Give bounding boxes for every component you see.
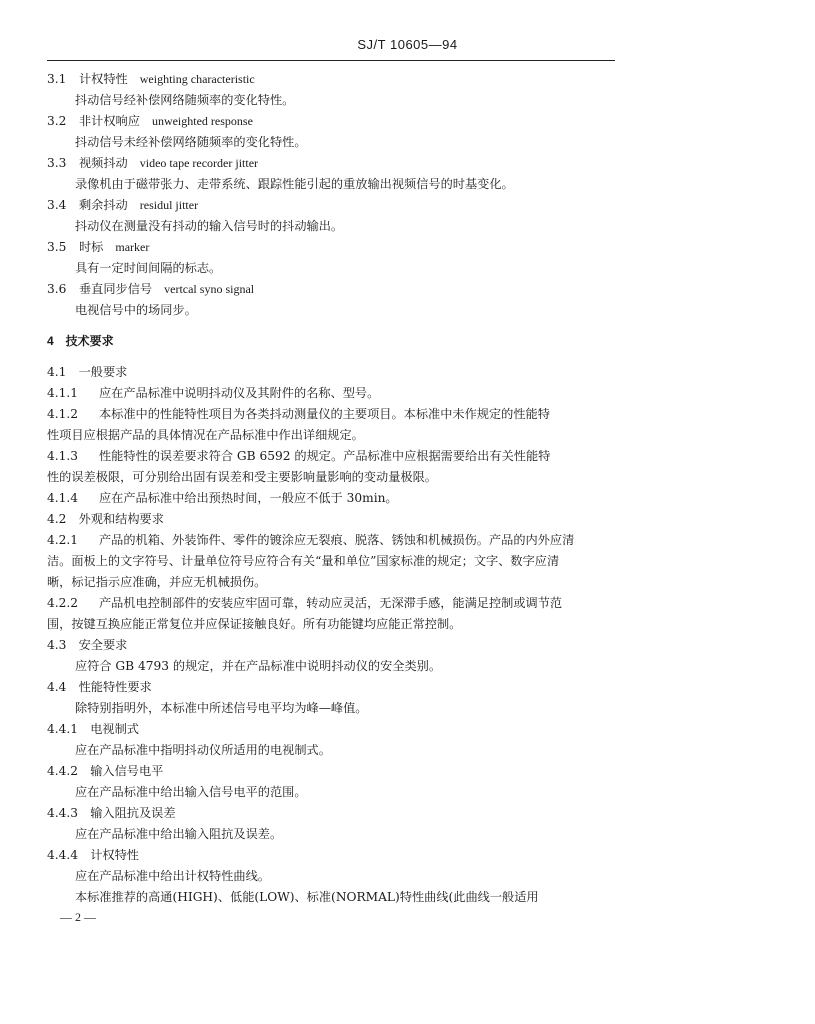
term-3-4: 3.4 剩余抖动 residul jitter — [47, 198, 199, 212]
clause-4-4-2-heading: 4.4.2 输入信号电平 — [47, 764, 164, 778]
clause-4-2-1-cont-1: 洁。面板上的文字符号、计量单位符号应符合有关“量和单位”国家标准的规定；文字、数字应清 — [47, 554, 560, 568]
document-body — [47, 69, 615, 908]
term-3-6: 3.6 垂直同步信号 vertcal syno signal — [47, 282, 255, 296]
clause-4-1-2: 4.1.2 本标准中的性能特性项目为各类抖动测量仪的主要项目。本标准中未作规定的性能特 — [47, 407, 550, 421]
term-3-5: 3.5 时标 marker — [47, 240, 150, 254]
clause-4-2-2: 4.2.2 产品机电控制部件的安装应牢固可靠，转动应灵活，无深滞手感，能满足控制或调节范 — [47, 596, 563, 610]
clause-4-1-1: 4.1.1 应在产品标准中说明抖动仪及其附件的名称、型号。 — [47, 386, 380, 400]
section-4-1-heading: 4.1 一般要求 — [47, 365, 128, 379]
section-4-2-heading: 4.2 外观和结构要求 — [47, 512, 164, 526]
clause-4-2-1: 4.2.1 产品的机箱、外装饰件、零件的镀涂应无裂痕、脱落、锈蚀和机械损伤。产品的内外应清 — [47, 533, 575, 547]
clause-4-4-4-text-2: 本标准推荐的高通(HIGH)、低能(LOW)、标准(NORMAL)特性曲线(此曲线一般适用 — [75, 890, 539, 904]
clause-4-2-2-cont: 围，按键互换应能正常复位并应保证接触良好。所有功能键均应能正常控制。 — [47, 617, 462, 631]
section-4-3-text: 应符合 GB 4793 的规定，并在产品标准中说明抖动仪的安全类别。 — [75, 659, 442, 673]
term-3-4-desc: 抖动仪在测量没有抖动的输入信号时的抖动输出。 — [75, 219, 344, 233]
clause-4-4-3-text: 应在产品标准中给出输入阻抗及误差。 — [75, 827, 283, 841]
clause-4-1-4: 4.1.4 应在产品标准中给出预热时间，一般应不低于 30min。 — [47, 491, 398, 505]
term-3-1: 3.1 计权特性 weighting characteristic — [47, 72, 255, 86]
document-number-header: SJ/T 10605—94 — [357, 37, 458, 52]
section-4-4-text: 除特别指明外，本标准中所述信号电平均为峰—峰值。 — [75, 701, 368, 715]
clause-4-4-1-text: 应在产品标准中指明抖动仪所适用的电视制式。 — [75, 743, 331, 757]
term-3-2-desc: 抖动信号未经补偿网络随频率的变化特性。 — [75, 135, 307, 149]
clause-4-4-4-heading: 4.4.4 计权特性 — [47, 848, 139, 862]
clause-4-1-3: 4.1.3 性能特性的误差要求符合 GB 6592 的规定。产品标准中应根据需要给出有关性能特 — [47, 449, 551, 463]
term-3-3: 3.3 视频抖动 video tape recorder jitter — [47, 156, 259, 170]
section-4-3-heading: 4.3 安全要求 — [47, 638, 128, 652]
clause-4-4-1-heading: 4.4.1 电视制式 — [47, 722, 139, 736]
clause-4-4-4-text: 应在产品标准中给出计权特性曲线。 — [75, 869, 270, 883]
term-3-2: 3.2 非计权响应 unweighted response — [47, 114, 253, 128]
section-4-4-heading: 4.4 性能特性要求 — [47, 680, 152, 694]
term-3-1-desc: 抖动信号经补偿网络随频率的变化特性。 — [75, 93, 295, 107]
clause-4-1-3-cont: 性的误差极限，可分别给出固有误差和受主要影响量影响的变动量极限。 — [47, 470, 437, 484]
clause-4-4-3-heading: 4.4.3 输入阻抗及误差 — [47, 806, 176, 820]
term-3-3-desc: 录像机由于磁带张力、走带系统、跟踪性能引起的重放输出视频信号的时基变化。 — [75, 177, 514, 191]
term-3-5-desc: 具有一定时间间隔的标志。 — [75, 261, 222, 275]
section-4-heading: 4 技术要求 — [47, 334, 114, 348]
page-number: — 2 — — [60, 910, 96, 924]
clause-4-4-2-text: 应在产品标准中给出输入信号电平的范围。 — [75, 785, 307, 799]
term-3-6-desc: 电视信号中的场同步。 — [75, 303, 197, 317]
header-rule — [47, 60, 615, 61]
clause-4-2-1-cont-2: 晰，标记指示应准确，并应无机械损伤。 — [47, 575, 267, 589]
clause-4-1-2-cont: 性项目应根据产品的具体情况在产品标准中作出详细规定。 — [47, 428, 364, 442]
